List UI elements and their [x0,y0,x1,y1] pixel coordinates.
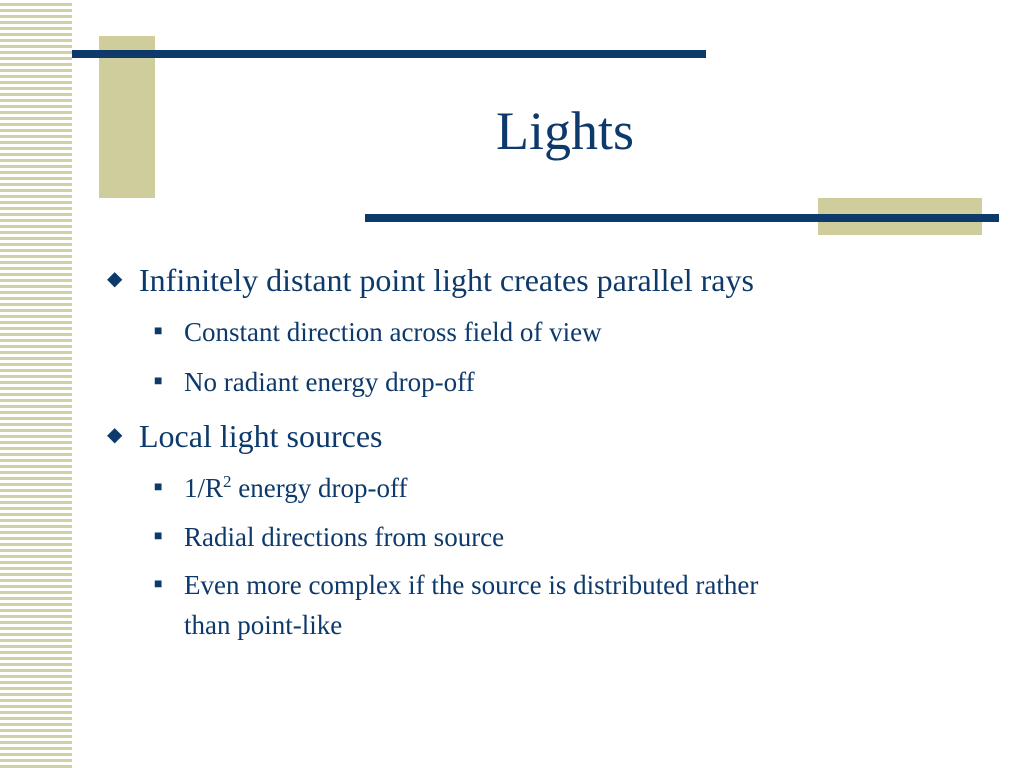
bullet-1-sub-2-text: No radiant energy drop-off [184,367,475,397]
bullet-2-sub-1 [154,472,408,504]
bullet-2-sub-1-suffix: energy drop-off [231,473,408,503]
bullet-2 [107,417,383,455]
bullet-2-sub-3 [154,569,759,641]
bullet-2-sub-2-text: Radial directions from source [184,522,505,552]
bullet-2-sub-1-exponent: 2 [223,472,232,491]
bullet-2-sub-3-line-2: than point-like [184,610,343,640]
bullet-1-sub-1 [154,316,602,348]
slide-title: Lights [495,101,634,161]
bullet-1-sub-2 [154,366,475,398]
bullet-2-text: Local light sources [139,418,383,454]
bullet-1 [107,261,754,299]
square-bullet-icon: ■ [154,324,163,339]
bullet-2-sub-3-line-1: Even more complex if the source is distributed rather [184,570,759,600]
square-bullet-icon: ■ [154,374,163,389]
bullet-2-sub-1-prefix: 1/R [184,473,224,503]
square-bullet-icon: ■ [154,577,163,592]
bullet-1-sub-1-text: Constant direction across field of view [184,317,602,347]
bullet-1-text: Infinitely distant point light creates parallel rays [139,262,754,298]
diamond-bullet-icon: ◆ [107,268,123,290]
diamond-bullet-icon: ◆ [107,424,123,446]
bullet-2-sub-2 [154,521,505,553]
square-bullet-icon: ■ [154,529,163,544]
square-bullet-icon: ■ [154,480,163,495]
